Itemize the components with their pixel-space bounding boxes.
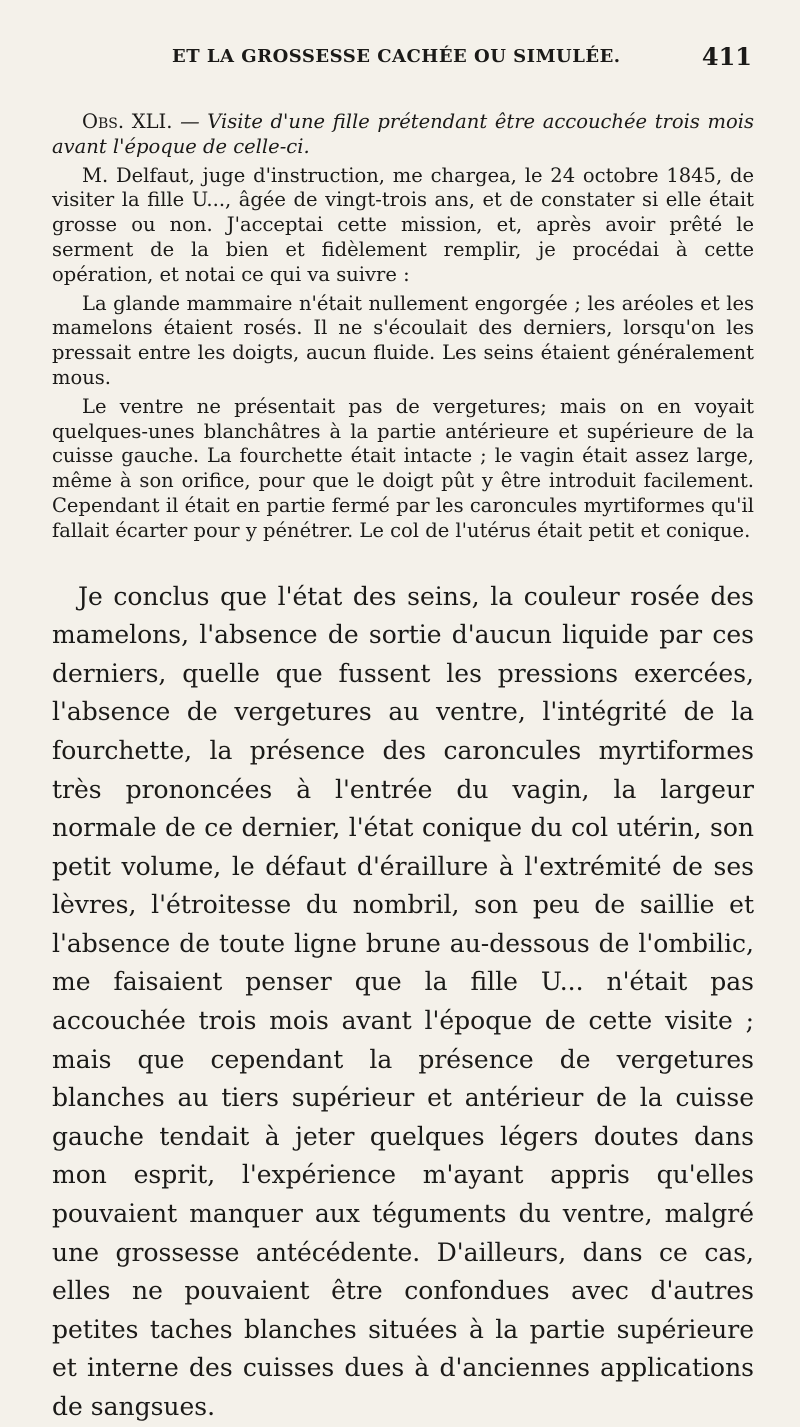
observation-title: — Visite d'une fille prétendant être accouchée trois mois avant l'époque de celle-ci. [52, 110, 754, 158]
observation-heading [52, 110, 754, 160]
page-number: 411 [701, 42, 752, 71]
paragraph-abdomen: Le ventre ne présentait pas de vergetures; mais on en voyait quelques-unes blanchâtres à la partie antérieure et supérieure de la cuisse gauche. La fourchette était intacte ; le vagin était assez large, même à son orifice, pour que le doigt pût y être introduit facilement. Cependant il était en partie fermé par les caroncules myrtiformes qu'il fallait écarter pour y pénétrer. Le col de l'utérus était petit et conique. [52, 394, 754, 542]
observation-block [52, 110, 754, 544]
conclusion-block [52, 578, 754, 1427]
running-head [52, 36, 754, 76]
paragraph-mandate: M. Delfaut, juge d'instruction, me chargea, le 24 octobre 1845, de visiter la fille U..., âgée de vingt-trois ans, et de constater si elle était grosse ou non. J'acceptai cette mission, et, après avoir prêté le serment de la bien et fidèlement remplir, je procédai à cette opération, et notai ce qui va suivre : [52, 163, 754, 286]
observation-label: Obs. XLI. [82, 110, 173, 133]
paragraph-breasts: La glande mammaire n'était nullement engorgée ; les aréoles et les mamelons étaient rosés. Il ne s'écoulait des derniers, lorsqu'on les pressait entre les doigts, aucun fluide. Les seins étaient généralement mous. [52, 291, 754, 389]
paragraph-conclusion: Je conclus que l'état des seins, la couleur rosée des mamelons, l'absence de sortie d'aucun liquide par ces derniers, quelle que fussent les pressions exercées, l'absence de vergetures au ventre, l'intégrité de la fourchette, la présence des caroncules myrtiformes très prononcées à l'entrée du vagin, la largeur normale de ce dernier, l'état conique du col utérin, son petit volume, le défaut d'éraillure à l'extrémité de ses lèvres, l'étroitesse du nombril, son peu de saillie et l'absence de toute ligne brune au-dessous de l'ombilic, me faisaient penser que la fille U... n'était pas accouchée trois mois avant l'époque de cette visite ; mais que cependant la présence de vergetures blanches au tiers supérieur et antérieur de la cuisse gauche tendait à jeter quelques légers doutes dans mon esprit, l'expérience m'ayant appris qu'elles pouvaient manquer aux téguments du ventre, malgré une grossesse antécédente. D'ailleurs, dans ce cas, elles ne pouvaient être confondues avec d'autres petites taches blanches situées à la partie supérieure et interne des cuisses dues à d'anciennes applications de sangsues. [52, 581, 754, 1422]
running-title: ET LA GROSSESSE CACHÉE OU SIMULÉE. [172, 46, 621, 67]
